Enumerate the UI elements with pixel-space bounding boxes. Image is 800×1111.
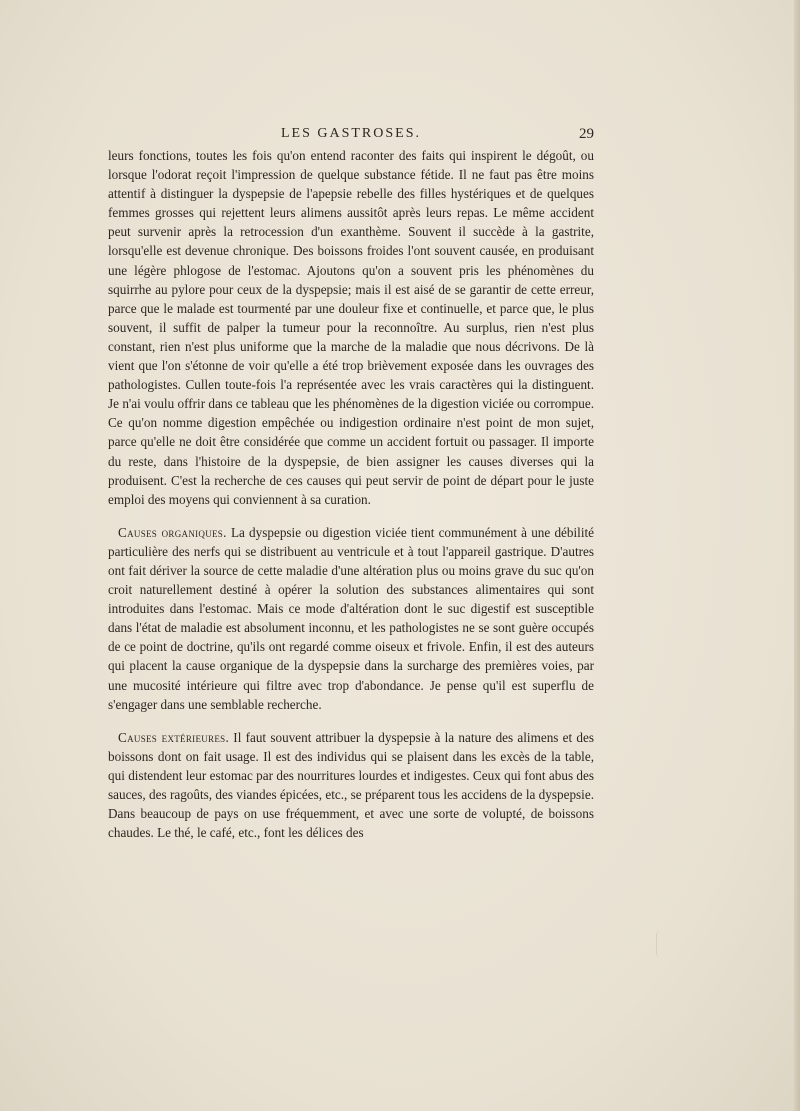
paragraph-1-text: leurs fonctions, toutes les fois qu'on entend raconter des faits qui inspirent le dégoût, ou lorsque l'odorat reçoit l'impression de quelque substance fétide. Il ne faut pas être moins attentif à distinguer la dyspepsie de l'apepsie rebelle des filles hystériques et de quelques femmes grosses qui rejettent leurs alimens aussitôt après leurs repas. Le même accident peut survenir après la retrocession d'un exanthème. Souvent il succède à la gastrite, lorsqu'elle est devenue chronique. Des boissons froides l'ont souvent causée, en produisant une légère phlogose de l'estomac. Ajoutons qu'on a souvent pris les phénomènes du squirrhe au pylore pour ceux de la dyspepsie; mais il est aisé de se garantir de cette erreur, parce que le malade est tourmenté par une douleur fixe et continuelle, et parce que, le plus souvent, il suffit de palper la tumeur pour la reconnoître. Au surplus, rien n'est plus constant, rien n'est plus uniforme que la marche de la maladie que nous décrivons. De là vient que l'on s'étonne de voir qu'elle a été trop brièvement exposée dans les ouvrages des pathologistes. Cullen toute-fois l'a représentée avec les vrais caractères qui la distinguent. Je n'ai voulu offrir dans ce tableau que les phénomènes de la digestion viciée ou corrompue. Ce qu'on nomme digestion empêchée ou indigestion ordinaire n'est point de mon sujet, parce qu'elle ne doit être considérée que comme un accident fortuit ou passager. Il importe du reste, dans l'histoire de la dyspepsie, de bien assigner les causes diverses qui la produisent. C'est la recherche de ces causes qui peut servir de point de départ pour le juste emploi des moyens qui conviennent à sa curation.: [108, 148, 594, 507]
running-title: LES GASTROSES.: [280, 126, 422, 141]
section-heading-causes-exterieures: Causes extérieures.: [118, 729, 230, 745]
paragraph-causes-exterieures: [108, 728, 594, 843]
text-block: [108, 146, 594, 842]
page-edge-shadow: [794, 0, 800, 1111]
paragraph-continuation: [108, 146, 594, 509]
running-head: [108, 124, 594, 148]
paragraph-2-text: La dyspepsie ou digestion viciée tient communément à une débilité particulière des nerfs qui se distribuent au ventricule et à tout l'appareil gastrique. D'autres ont fait dériver la source de cette maladie d'une altération plus ou moins grave du suc qu'on croit naturellement destiné à opérer la solution des substances alimentaires qui sont introduites dans l'estomac. Mais ce mode d'altération dont le suc digestif est susceptible dans l'état de maladie est absolument inconnu, et les pathologistes ne se sont guère occupés de ce point de doctrine, qu'ils ont regardé comme oiseux et frivole. Enfin, il est des auteurs qui placent la cause organique de la dyspepsie dans la surcharge des premières voies, par une mucosité intérieure qui filtre avec trop d'abondance. Je pense qu'il est superflu de s'engager dans une semblable recherche.: [108, 524, 595, 712]
paragraph-causes-organiques: [108, 523, 594, 714]
page-number: 29: [579, 126, 594, 142]
paragraph-3-text: Il faut souvent attribuer la dyspepsie à la nature des alimens et des boissons dont on fait usage. Il est des individus qui se plaisent dans les excès de la table, qui distendent leur estomac par des nourritures lourdes et indigestes. Ceux qui font abus des sauces, des ragoûts, des viandes épicées, etc., se préparent tous les accidens de la dyspepsie. Dans beaucoup de pays on use fréquemment, et avec une sorte de volupté, de boissons chaudes. Le thé, le café, etc., font les délices des: [108, 729, 595, 841]
paper-blemish: [656, 930, 667, 958]
section-heading-causes-organiques: Causes organiques.: [118, 524, 227, 540]
